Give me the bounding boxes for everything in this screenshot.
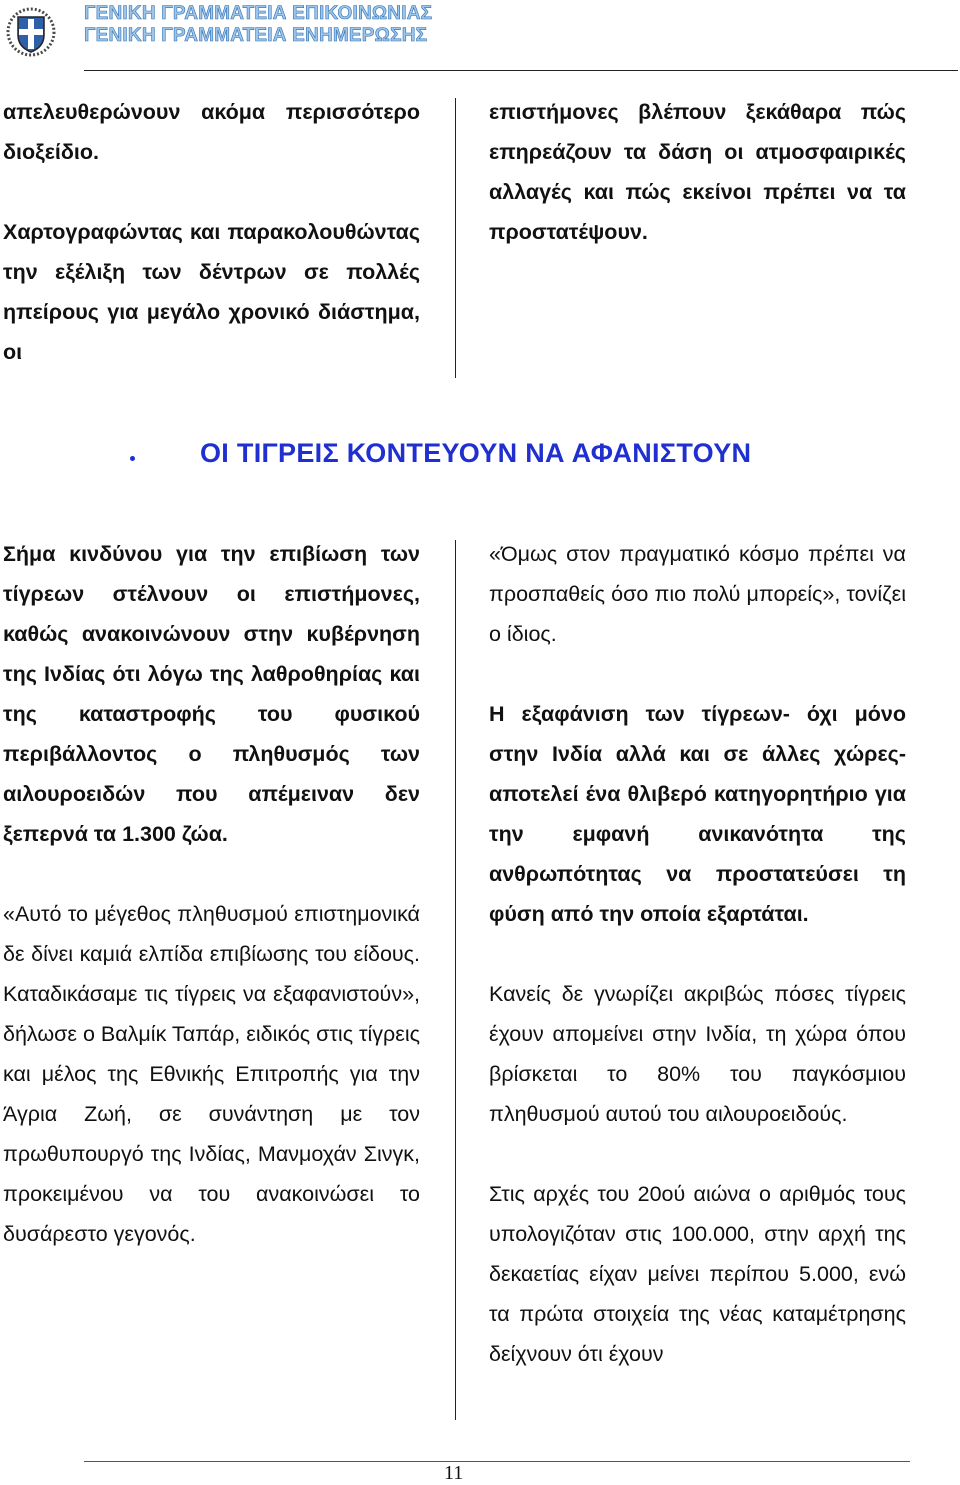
paragraph: Σήμα κινδύνου για την επιβίωση των τίγρεων στέλνουν οι επιστήμονες, καθώς ανακοινώνουν στην κυβέρνηση της Ινδίας ότι λόγω της λαθροθηρίας και της καταστροφής του φυσικού περιβάλλοντος ο πληθυσμός των αιλουροειδών που απέμειναν δεν ξεπερνά τα 1.300 ζώα. [3, 542, 420, 846]
column-divider [455, 540, 456, 1420]
header-title-information: ΓΕΝΙΚΗ ΓΡΑΜΜΑΤΕΙΑ ΕΝΗΜΕΡΩΣΗΣ [84, 25, 428, 46]
paragraph: επιστήμονες βλέπουν ξεκάθαρα πώς επηρεάζουν τα δάση οι ατμοσφαιρικές αλλαγές και πώς εκείνοι πρέπει να τα προστατέψουν. [489, 100, 906, 244]
page-number: 11 [444, 1462, 464, 1484]
greek-coat-of-arms-icon [6, 5, 56, 57]
bullet-icon [130, 456, 135, 461]
header-title-communication: ΓΕΝΙΚΗ ΓΡΑΜΜΑΤΕΙΑ ΕΠΙΚΟΙΝΩΝΙΑΣ [84, 3, 433, 24]
section-title: ΟΙ ΤΙΓΡΕΙΣ ΚΟΝΤΕΥΟΥΝ ΝΑ ΑΦΑΝΙΣΤΟΥΝ [200, 438, 752, 468]
top-left-column [3, 92, 420, 372]
paragraph: «Αυτό το μέγεθος πληθυσμού επιστημονικά δε δίνει καμιά ελπίδα επιβίωσης του είδους. Καταδικάσαμε τις τίγρεις να εξαφανιστούν», δήλωσε ο Βαλμίκ Ταπάρ, ειδικός στις τίγρεις και μέλος της Εθνικής Επιτροπής για την Άγρια Ζωή, σε συνάντηση με τον πρωθυπουργό της Ινδίας, Μανμοχάν Σινγκ, προκειμένου να του ανακοινώσει το δυσάρεστο γεγονός. [3, 902, 420, 1246]
paragraph: Χαρτογραφώντας και παρακολουθώντας την εξέλιξη των δέντρων σε πολλές ηπείρους για μεγάλο χρονικό διάστημα, οι [3, 220, 420, 364]
paragraph: Στις αρχές του 20ού αιώνα ο αριθμός τους υπολογιζόταν στις 100.000, στην αρχή της δεκαετίας είχαν μείνει περίπου 5.000, ενώ τα πρώτα στοιχεία της νέας καταμέτρησης δείχνουν ότι έχουν [489, 1182, 906, 1366]
footer-divider [84, 1461, 910, 1462]
page-header [0, 0, 960, 72]
header-divider [84, 70, 958, 71]
paragraph: «Όμως στον πραγματικό κόσμο πρέπει να προσπαθείς όσο πιο πολύ μπορείς», τονίζει ο ίδιος. [489, 542, 906, 646]
tigers-right-column [489, 534, 906, 1374]
paragraph: Η εξαφάνιση των τίγρεων- όχι μόνο στην Ινδία αλλά και σε άλλες χώρες- αποτελεί ένα θλιβερό κατηγορητήριο για την εμφανή ανικανότητα της ανθρωπότητας να προστατεύσει τη φύση από την οποία εξαρτάται. [489, 702, 906, 926]
tigers-left-column [3, 534, 420, 1254]
top-right-column [489, 92, 906, 252]
column-divider [455, 98, 456, 378]
paragraph: Κανείς δε γνωρίζει ακριβώς πόσες τίγρεις έχουν απομείνει στην Ινδία, τη χώρα όπου βρίσκεται το 80% του παγκόσμιου πληθυσμού αυτού του αιλουροειδούς. [489, 982, 906, 1126]
paragraph: απελευθερώνουν ακόμα περισσότερο διοξείδιο. [3, 100, 420, 164]
